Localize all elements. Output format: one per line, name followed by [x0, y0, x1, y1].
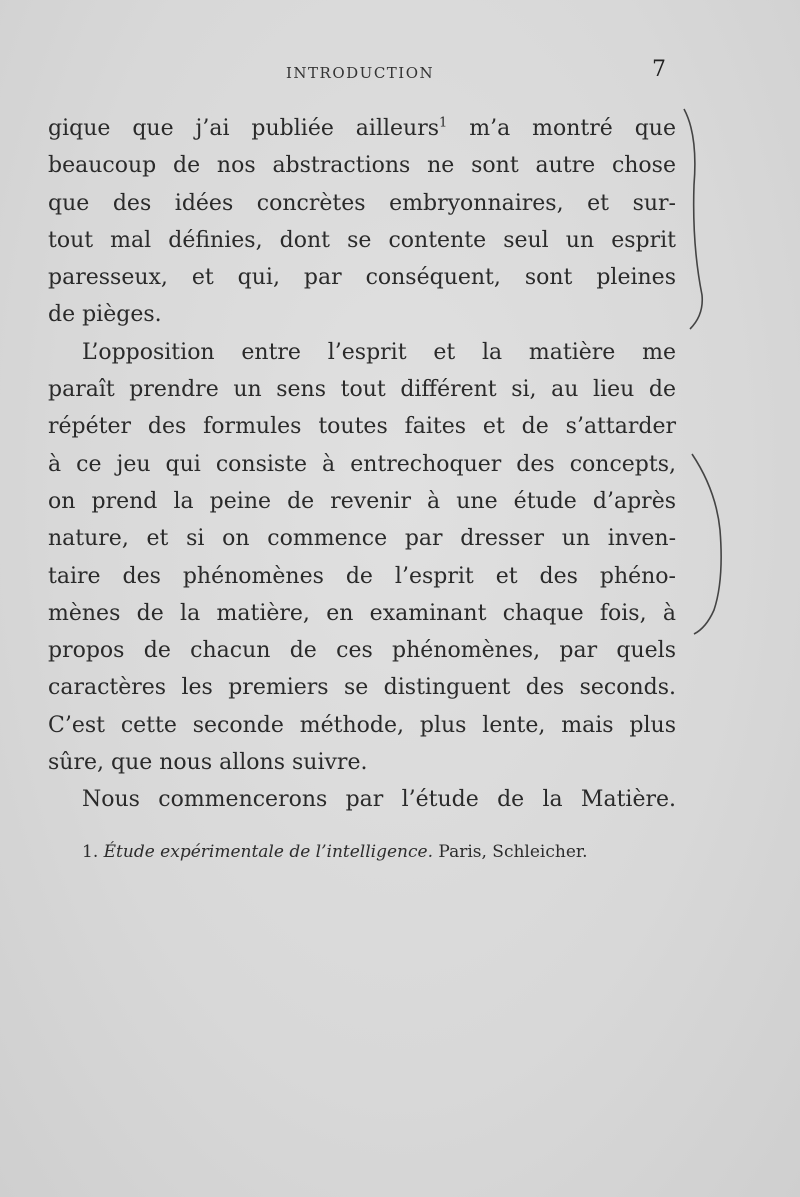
running-title: INTRODUCTION [286, 64, 435, 82]
footnote-reference: 1 [439, 115, 448, 131]
text-line: propos de chacun de ces phénomènes, par quels [48, 638, 676, 664]
text-line: mènes de la matière, en examinant chaque fois, à [48, 600, 676, 626]
text-line: beaucoup de nos abstractions ne sont autre chose [48, 153, 676, 179]
text-line: Nous commencerons par l’étude de la Matière. [82, 787, 676, 813]
footnote-number: 1. [82, 842, 99, 862]
footnote-publisher: Paris, Schleicher. [438, 842, 588, 862]
text-line: tout mal définies, dont se contente seul un esprit [48, 227, 676, 253]
text-line: gique que j’ai publiée ailleurs$^1$ m’a montré que [48, 115, 676, 141]
text-line: que des idées concrètes embryonnaires, et sur- [48, 190, 676, 216]
footnote-title: Étude expérimentale de l’intelligence. [103, 842, 433, 862]
text-line: paraît prendre un sens tout différent si, au lieu de [48, 377, 676, 403]
margin-bracket-mark [680, 105, 720, 335]
footnote [82, 842, 588, 862]
text-line: à ce jeu qui consiste à entrechoquer des concepts, [48, 451, 676, 477]
text-line: L’opposition entre l’esprit et la matière me [82, 339, 676, 365]
text-line: C’est cette seconde méthode, plus lente, mais plus [48, 712, 676, 738]
page-number: 7 [652, 57, 666, 82]
margin-bracket-mark [686, 450, 736, 640]
text-line: paresseux, et qui, par conséquent, sont pleines [48, 265, 676, 291]
text-line: taire des phénomènes de l’esprit et des phéno- [48, 563, 676, 589]
body-text [48, 110, 676, 819]
text-line: on prend la peine de revenir à une étude d’après [48, 488, 676, 514]
text-line: nature, et si on commence par dresser un inven- [48, 526, 676, 552]
text-line: répéter des formules toutes faites et de s’attarder [48, 414, 676, 440]
text-line: caractères les premiers se distinguent des seconds. [48, 675, 676, 701]
text-line: sûre, que nous allons suivre. [48, 750, 368, 776]
text-line: de pièges. [48, 302, 162, 328]
